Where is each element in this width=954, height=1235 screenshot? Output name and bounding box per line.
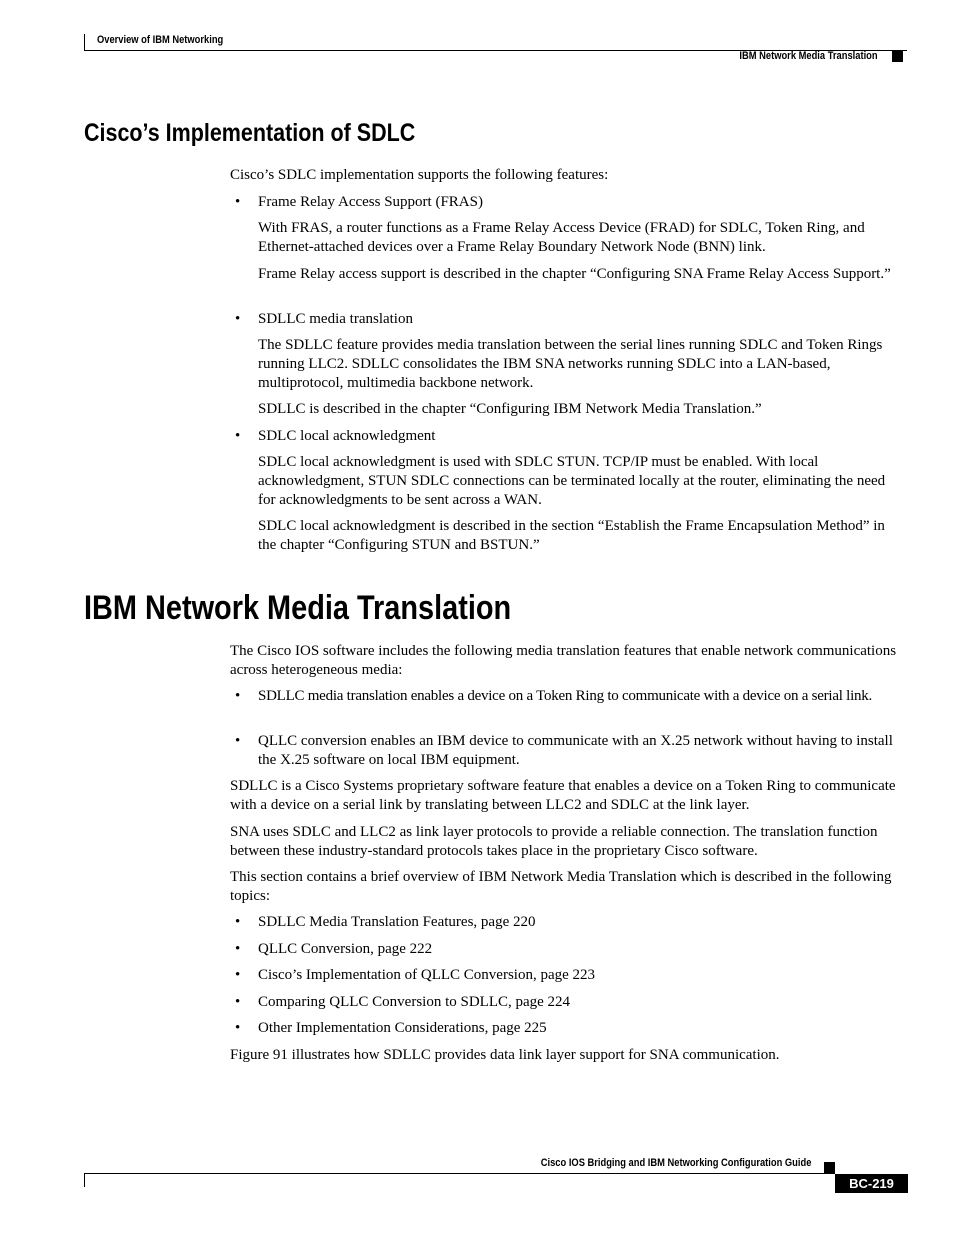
ibm-feature	[230, 687, 903, 706]
bullet: •	[235, 311, 241, 327]
sdlc-item	[230, 427, 903, 446]
sdlc-item-paragraph: With FRAS, a router functions as a Frame Relay Access Device (FRAD) for SDLC, Token Ring, and Ethernet-attached devices over a Frame Relay Boundary Network Node (BNN) link.	[258, 220, 865, 255]
topic-link: SDLLC Media Translation Features, page 220	[258, 914, 536, 930]
topic-link: QLLC Conversion, page 222	[258, 941, 433, 957]
sdlc-item-paragraph: The SDLLC feature provides media translation between the serial lines running SDLC and Token Rings running LLC2. SDLLC consolidates the IBM SNA networks running SDLC into a LAN-based, multiprotocol, multimedia backbone network.	[258, 337, 883, 391]
footer-marker	[824, 1162, 835, 1173]
sdlc-item-paragraph: SDLC local acknowledgment is described in the section “Establish the Frame Encapsulation Method” in the chapter “Configuring STUN and BSTUN.”	[258, 518, 885, 553]
sdlc-item	[230, 310, 903, 329]
topic-link: Cisco’s Implementation of QLLC Conversion, page 223	[258, 967, 596, 983]
ibm-feature-text: QLLC conversion enables an IBM device to communicate with an X.25 network without having to install the X.25 software on local IBM equipment.	[258, 733, 893, 768]
sdlc-item-paragraph: Frame Relay access support is described in the chapter “Configuring SNA Frame Relay Access Support.”	[258, 266, 891, 282]
ibm-closing: Figure 91 illustrates how SDLLC provides data link layer support for SNA communication.	[230, 1047, 780, 1063]
sdlc-item-label: Frame Relay Access Support (FRAS)	[258, 194, 483, 210]
topic-item	[230, 993, 903, 1012]
page-number: BC-219	[835, 1174, 908, 1193]
ibm-feature	[230, 732, 903, 770]
topic-link: Comparing QLLC Conversion to SDLLC, page 224	[258, 994, 571, 1010]
footer-rule	[84, 1173, 835, 1174]
bullet: •	[235, 733, 241, 749]
bullet: •	[235, 688, 241, 704]
header-marker	[892, 51, 903, 62]
footer-title: Cisco IOS Bridging and IBM Networking Configuration Guide	[540, 1157, 811, 1169]
ibm-intro: The Cisco IOS software includes the following media translation features that enable network communications across heterogeneous media:	[230, 643, 897, 678]
bullet: •	[235, 428, 241, 444]
bullet: •	[235, 967, 241, 983]
topic-item	[230, 1019, 903, 1038]
topic-item	[230, 913, 903, 932]
bullet: •	[235, 994, 241, 1010]
sdlc-heading: Cisco’s Implementation of SDLC	[84, 119, 416, 147]
bullet: •	[235, 194, 241, 210]
bullet: •	[235, 914, 241, 930]
topic-item	[230, 966, 903, 985]
bullet: •	[235, 1020, 241, 1036]
header-chapter: Overview of IBM Networking	[97, 34, 224, 46]
topic-link: Other Implementation Considerations, page 225	[258, 1020, 547, 1036]
sdlc-item-label: SDLC local acknowledgment	[258, 428, 436, 444]
topic-item	[230, 940, 903, 959]
sdlc-item-paragraph: SDLLC is described in the chapter “Configuring IBM Network Media Translation.”	[258, 401, 762, 417]
ibm-paragraph: SDLLC is a Cisco Systems proprietary software feature that enables a device on a Token Ring to communicate with a device on a serial link by translating between LLC2 and SDLC at the link layer.	[230, 778, 896, 813]
header-section: IBM Network Media Translation	[739, 50, 878, 62]
sdlc-item	[230, 193, 903, 212]
ibm-paragraph: SNA uses SDLC and LLC2 as link layer protocols to provide a reliable connection. The translation function between these industry-standard protocols takes place in the proprietary Cisco software.	[230, 824, 878, 859]
ibm-heading: IBM Network Media Translation	[84, 589, 512, 627]
header-left-bar	[84, 34, 85, 51]
footer-left-bar	[84, 1173, 85, 1187]
sdlc-item-paragraph: SDLC local acknowledgment is used with SDLC STUN. TCP/IP must be enabled. With local acknowledgment, STUN SDLC connections can be terminated locally at the router, eliminating the need for acknowledgments to be sent across a WAN.	[258, 454, 886, 508]
sdlc-item-label: SDLLC media translation	[258, 311, 413, 327]
sdlc-intro: Cisco’s SDLC implementation supports the following features:	[230, 167, 609, 183]
bullet: •	[235, 941, 241, 957]
ibm-paragraph: This section contains a brief overview of IBM Network Media Translation which is described in the following topics:	[230, 869, 892, 904]
ibm-feature-text: SDLLC media translation enables a device on a Token Ring to communicate with a device on a serial link.	[258, 688, 872, 704]
